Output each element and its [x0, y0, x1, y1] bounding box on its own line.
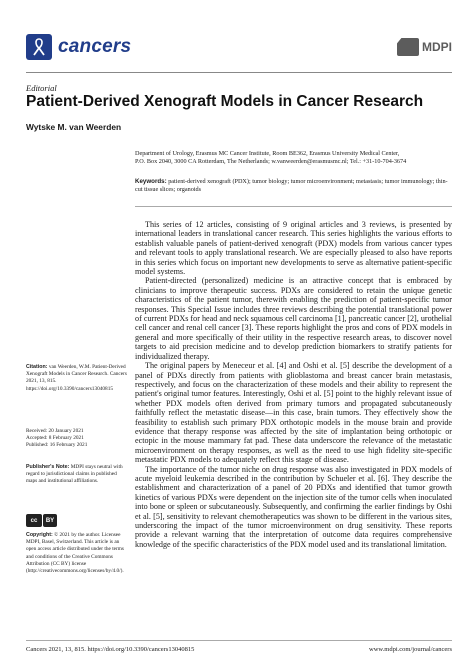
- publisher-note: [26, 464, 128, 486]
- publisher-note-label: Publisher's Note:: [26, 464, 70, 470]
- paragraph: The original papers by Meneceur et al. [4] and Oshi et al. [5] describe the development of a panel of PDXs directly from patients with glioblastoma and breast cancer brain metastasis, respectively, and focus on the characterization of these models and their ability to represent the patient's original tumor features. Interestingly, Oshi et al. [5] point to the highly relevant issue of whether PDX models often derived from primary tumors and propagated subcutaneously faithfully reflect the metastatic disease—in this case, brain tumors. They effectively show the feasibility to establish such primary PDX orthotopic models in the mouse brain and provide evidence that therapy response was affected by the site of implantation being orthotopic or ectopic in the mouse mammary fat pad. These data underscore the relevance of the metastatic microenvironment on therapy responses, as well as the need to use high fidelity site-specific metastatic PDX models to adequately reflect this stage of disease.: [135, 361, 452, 465]
- footer-citation[interactable]: Cancers 2021, 13, 815. https://doi.org/10.3390/cancers13040815: [26, 646, 195, 653]
- paragraph: Patient-directed (personalized) medicine is an attractive concept that is embraced by clinicians to improve therapeutic success. PDXs are considered to retain the unique genetic characteristics of the patient tumor, therewith enabling the prediction of patient-specific tumor responses. This Special Issue includes three reviews describing the potential translational power of current PDXs for head and neck squamous cell carcinoma [1], pancreatic cancer [2], urothelial cell cancer and renal cell cancer [3]. These reports highlight the pros and cons of PDX models in general and more specifically of their utility in the respective research areas, to discover novel targets to aid precision medicine and to develop prediction biomarkers to stratify patients for individualized therapy.: [135, 276, 452, 361]
- keywords-divider: [135, 206, 452, 207]
- copyright-block: [26, 532, 128, 575]
- by-badge: BY: [43, 514, 57, 527]
- author-name: Wytske M. van Weerden: [26, 122, 122, 132]
- paragraph: The importance of the tumor niche on drug response was also investigated in PDX models of acute myeloid leukemia described in the contribution by Schueler et al. [6]. They describe the establishment and characterization of a panel of 20 PDXs and identified that tumor growth kinetics of various PDXs were dependent on the injection site of the tumor cells when inoculated into bone or spleen or subcutaneously. Subsequently, and confirming the earlier findings by Oshi et al. [5], sensitivity to relevant chemotherapeutics was shown to be different in the various sites, underscoring the impact of the tumor microenvironment on drug sensitivity. These reports provide a relevant warning that the interpretation of outcome data requires comprehensive knowledge of the specific characteristics of the PDX model used and its translational limitation.: [135, 464, 452, 549]
- footer-journal-link[interactable]: www.mdpi.com/journal/cancers: [369, 646, 452, 653]
- affiliation-line: P.O. Box 2040, 3000 CA Rotterdam, The Netherlands; w.vanweerden@erasmusmc.nl; Tel.: +31-10-704-3674: [135, 158, 407, 166]
- keywords-text: patient-derived xenograft (PDX); tumor biology; tumor microenvironment; metastasis; tumor immunology; thin-cut tissue slices; organoids: [135, 178, 448, 194]
- dates-block: [26, 428, 128, 450]
- copyright-text: © 2021 by the author. Licensee MDPI, Basel, Switzerland. This article is an open access article distributed under the terms and conditions of the Creative Commons Attribution (CC BY) license (http://creativecommons.org/licenses/by/4.0/).: [26, 532, 124, 575]
- received-date: Received: 20 January 2021: [26, 428, 84, 434]
- article-title: Patient-Derived Xenograft Models in Cancer Research: [26, 93, 424, 110]
- header-divider: [26, 72, 452, 73]
- affiliation: [135, 150, 460, 167]
- keywords: [135, 178, 455, 195]
- publisher-logo: [397, 38, 452, 56]
- paragraph: This series of 12 articles, consisting of 9 original articles and 3 reviews, is presented by international leaders in translational cancer research. This series highlights the various efforts to establish valuable panels of patient-derived xenograft (PDX) models from various cancer types and relevant tools to apply translational research. We are especially pleased to also have reports in this series which focus on important new developments to serve as alternative patient-specific model systems.: [135, 220, 452, 277]
- citation-block: [26, 364, 128, 393]
- publisher-name: MDPI: [422, 40, 452, 54]
- affiliation-line: Department of Urology, Erasmus MC Cancer Institute, Room BE362, Erasmus University Medical Center,: [135, 150, 400, 157]
- footer-divider: [26, 640, 452, 641]
- journal-logo: [26, 34, 131, 60]
- creative-commons-by-icon[interactable]: [26, 514, 57, 527]
- copyright-label: Copyright:: [26, 532, 53, 538]
- journal-name: cancers: [58, 36, 132, 57]
- mdpi-logo-icon: [397, 38, 419, 56]
- cancers-ribbon-icon: [26, 34, 52, 60]
- keywords-label: Keywords:: [135, 178, 167, 185]
- citation-label: Citation:: [26, 364, 48, 370]
- accepted-date: Accepted: 8 February 2021: [26, 435, 84, 442]
- article-type: Editorial: [26, 83, 57, 93]
- body-text: [135, 220, 452, 549]
- published-date: Published: 16 February 2021: [26, 442, 88, 449]
- publisher-note-text: MDPI stays neutral with regard to jurisdictional claims in published maps and institutional affiliations.: [26, 464, 123, 485]
- citation-text[interactable]: van Weerden, W.M. Patient-Derived Xenograft Models in Cancer Research. Cancers 2021, 13, 815. https://doi.org/10.3390/cancers13040815: [26, 364, 127, 392]
- cc-badge: cc: [26, 514, 42, 527]
